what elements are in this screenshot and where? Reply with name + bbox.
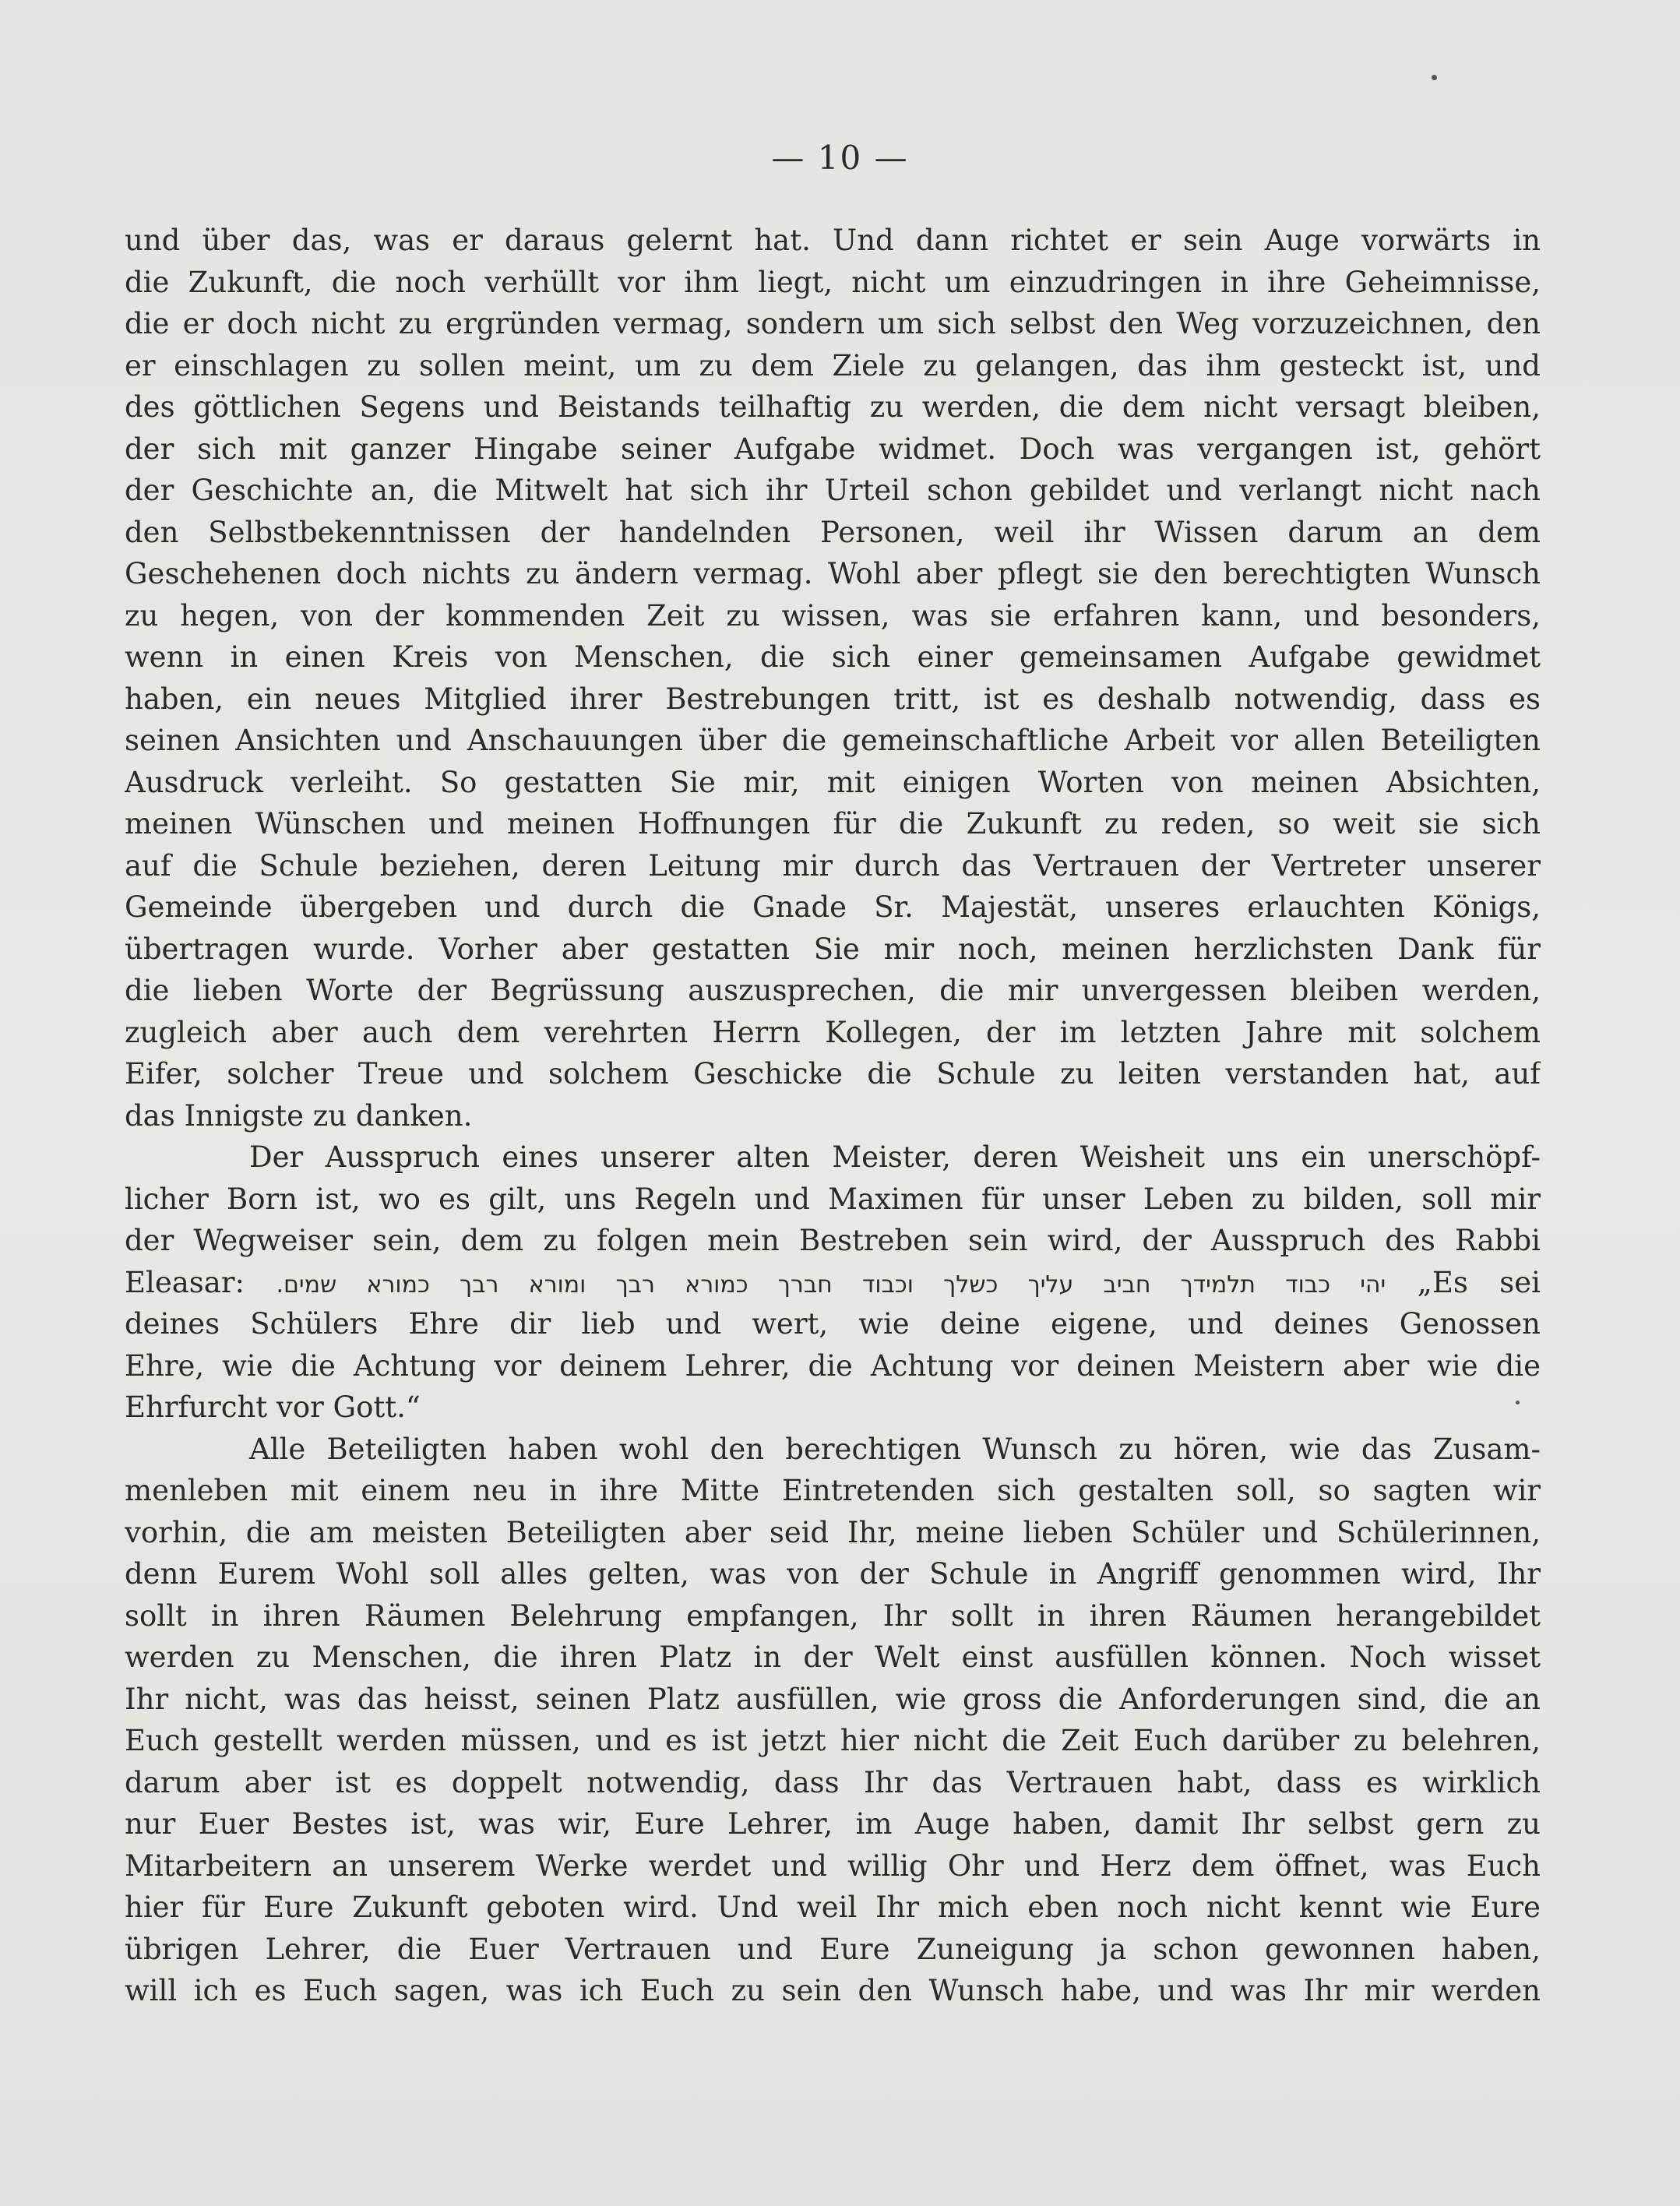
body-text xyxy=(125,220,1541,2012)
text-line: will ich es Euch sagen, was ich Euch zu sein den Wunsch habe, und was Ihr mir werden xyxy=(125,1974,1541,2007)
text-line: die Zukunft, die noch verhüllt vor ihm liegt, nicht um einzudringen in ihre Geheimnisse, xyxy=(125,265,1541,299)
text-line: übrigen Lehrer, die Euer Vertrauen und Eure Zuneigung ja schon gewonnen haben, xyxy=(125,1932,1541,1966)
paragraph xyxy=(125,1429,1541,2012)
text-line: denn Eurem Wohl soll alles gelten, was von der Schule in Angriff genommen wird, Ihr xyxy=(125,1557,1541,1591)
text-line: den Selbstbekenntnissen der handelnden Personen, weil ihr Wissen darum an dem xyxy=(125,515,1541,549)
text-line: deines Schülers Ehre dir lieb und wert, wie deine eigene, und deines Genossen xyxy=(125,1307,1541,1341)
text-line: auf die Schule beziehen, deren Leitung mir durch das Vertrauen der Vertreter unserer xyxy=(125,848,1541,883)
text-line: der Wegweiser sein, dem zu folgen mein Bestreben sein wird, der Ausspruch des Rabbi xyxy=(125,1224,1541,1257)
quote-attribution: Eleasar: xyxy=(125,1265,245,1299)
text-line: haben, ein neues Mitglied ihrer Bestrebungen tritt, ist es deshalb notwendig, dass es xyxy=(125,682,1541,716)
text-line: des göttlichen Segens und Beistands teilhaftig zu werden, die dem nicht versagt bleiben, xyxy=(125,390,1541,424)
text-line: Ehrfurcht vor Gott.“ xyxy=(125,1390,421,1424)
text-line: Ihr nicht, was das heisst, seinen Platz ausfüllen, wie gross die Anforderungen sind, die an xyxy=(125,1682,1541,1716)
text-line: darum aber ist es doppelt notwendig, dass Ihr das Vertrauen habt, dass es wirklich xyxy=(125,1765,1541,1799)
text-line: der sich mit ganzer Hingabe seiner Aufgabe widmet. Doch was vergangen ist, gehört xyxy=(125,432,1541,466)
text-line: die lieben Worte der Begrüssung auszusprechen, die mir unvergessen bleiben werden, xyxy=(125,974,1541,1007)
text-line: und über das, was er daraus gelernt hat. Und dann richtet er sein Auge vorwärts in xyxy=(125,224,1541,257)
text-line: Geschehenen doch nichts zu ändern vermag. Wohl aber pflegt sie den berechtigten Wunsch xyxy=(125,557,1541,590)
page-number: — 10 — xyxy=(771,139,909,177)
text-line: meinen Wünschen und meinen Hoffnungen für die Zukunft zu reden, so weit sie sich xyxy=(125,807,1541,840)
text-line: sollt in ihren Räumen Belehrung empfangen, Ihr sollt in ihren Räumen herangebildet xyxy=(125,1598,1541,1633)
text-line: menleben mit einem neu in ihre Mitte Eintretenden sich gestalten soll, so sagten wir xyxy=(125,1474,1541,1507)
text-line: Euch gestellt werden müssen, und es ist jetzt hier nicht die Zeit Euch darüber zu belehren, xyxy=(125,1724,1541,1757)
text-line: vorhin, die am meisten Beteiligten aber seid Ihr, meine lieben Schüler und Schülerinnen, xyxy=(125,1515,1541,1549)
text-line: der Geschichte an, die Mitwelt hat sich ihr Urteil schon gebildet und verlangt nicht nach xyxy=(125,474,1541,507)
text-line: er einschlagen zu sollen meint, um zu dem Ziele zu gelangen, das ihm gesteckt ist, und xyxy=(125,348,1541,382)
text-line: Eifer, solcher Treue und solchem Geschicke die Schule zu leiten verstanden hat, auf xyxy=(125,1057,1541,1091)
text-line: zugleich aber auch dem verehrten Herrn Kollegen, der im letzten Jahre mit solchem xyxy=(125,1015,1541,1049)
text-line: seinen Ansichten und Anschauungen über die gemeinschaftliche Arbeit vor allen Beteiligten xyxy=(125,724,1541,757)
text-line: Ausdruck verleiht. So gestatten Sie mir, mit einigen Worten von meinen Absichten, xyxy=(125,765,1541,799)
text-line: die er doch nicht zu ergründen vermag, sondern um sich selbst den Weg vorzuzeichnen, den xyxy=(125,307,1541,340)
text-line: Mitarbeitern an unserem Werke werdet und willig Ohr und Herz dem öffnet, was Euch xyxy=(125,1848,1541,1883)
text-line: Der Ausspruch eines unserer alten Meister, deren Weisheit uns ein unerschöpf- xyxy=(249,1140,1541,1174)
text-line: Alle Beteiligten haben wohl den berechtigen Wunsch zu hören, wie das Zusam- xyxy=(249,1432,1541,1466)
text-line: zu hegen, von der kommenden Zeit zu wissen, was sie erfahren kann, und besonders, xyxy=(125,598,1541,633)
hebrew-quote: יהי כבוד תלמידך חביב עליך כשלך וכבוד חברך כמורא רבך ומורא רבך כמורא שמים. xyxy=(276,1270,1386,1299)
text-line: werden zu Menschen, die ihren Platz in der Welt einst ausfüllen können. Noch wisset xyxy=(125,1640,1541,1674)
text-line: Ehre, wie die Achtung vor deinem Lehrer, die Achtung vor deinen Meistern aber wie die xyxy=(125,1348,1541,1383)
text-line: Gemeinde übergeben und durch die Gnade Sr. Majestät, unseres erlauchten Königs, xyxy=(125,890,1541,924)
ink-speck xyxy=(1432,75,1437,80)
paragraph xyxy=(125,1136,1541,1429)
text-line: hier für Eure Zukunft geboten wird. Und weil Ihr mich eben noch nicht kennt wie Eure xyxy=(125,1891,1541,1924)
quote-translation-start: „Es sei xyxy=(1417,1265,1541,1299)
quote-line xyxy=(125,1262,1541,1304)
text-line: nur Euer Bestes ist, was wir, Eure Lehrer, im Auge haben, damit Ihr selbst gern zu xyxy=(125,1807,1541,1841)
text-line: übertragen wurde. Vorher aber gestatten Sie mir noch, meinen herzlichsten Dank für xyxy=(125,932,1541,966)
text-line: licher Born ist, wo es gilt, uns Regeln und Maximen für unser Leben zu bilden, soll mir xyxy=(125,1182,1541,1216)
text-line: wenn in einen Kreis von Menschen, die sich einer gemeinsamen Aufgabe gewidmet xyxy=(125,640,1541,674)
text-line: das Innigste zu danken. xyxy=(125,1098,473,1133)
paragraph xyxy=(125,220,1541,1136)
